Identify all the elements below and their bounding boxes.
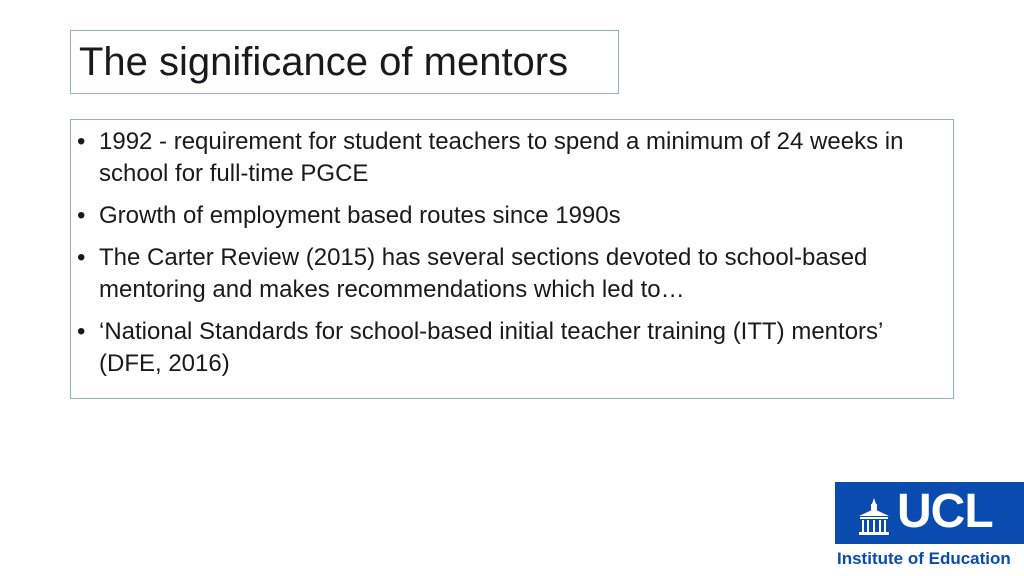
bullet-text: Growth of employment based routes since 1990s (99, 202, 621, 229)
logo-blue-panel (835, 482, 1024, 544)
bullet-marker: • (77, 318, 86, 345)
bullet-marker: • (77, 202, 86, 229)
logo-wordmark: UCL (897, 485, 993, 538)
logo-subtitle: Institute of Education (837, 549, 1011, 568)
slide-title: The significance of mentors (79, 40, 569, 84)
slide-title-box (70, 30, 619, 94)
bullet-item (77, 242, 937, 306)
bullet-item (77, 316, 937, 380)
bullet-content-box (70, 119, 954, 399)
bullet-list (77, 126, 937, 380)
bullet-item (77, 200, 937, 232)
portico-icon (857, 496, 891, 536)
bullet-text: ‘National Standards for school-based initial teacher training (ITT) mentors’ (DFE, 2016) (99, 318, 883, 377)
bullet-marker: • (77, 244, 86, 271)
bullet-text: 1992 - requirement for student teachers to spend a minimum of 24 weeks in school for full-time PGCE (99, 128, 904, 187)
ucl-ioe-logo (835, 482, 1024, 576)
bullet-text: The Carter Review (2015) has several sections devoted to school-based mentoring and makes recommendations which led to… (99, 244, 868, 303)
bullet-item (77, 126, 937, 190)
bullet-marker: • (77, 128, 86, 155)
